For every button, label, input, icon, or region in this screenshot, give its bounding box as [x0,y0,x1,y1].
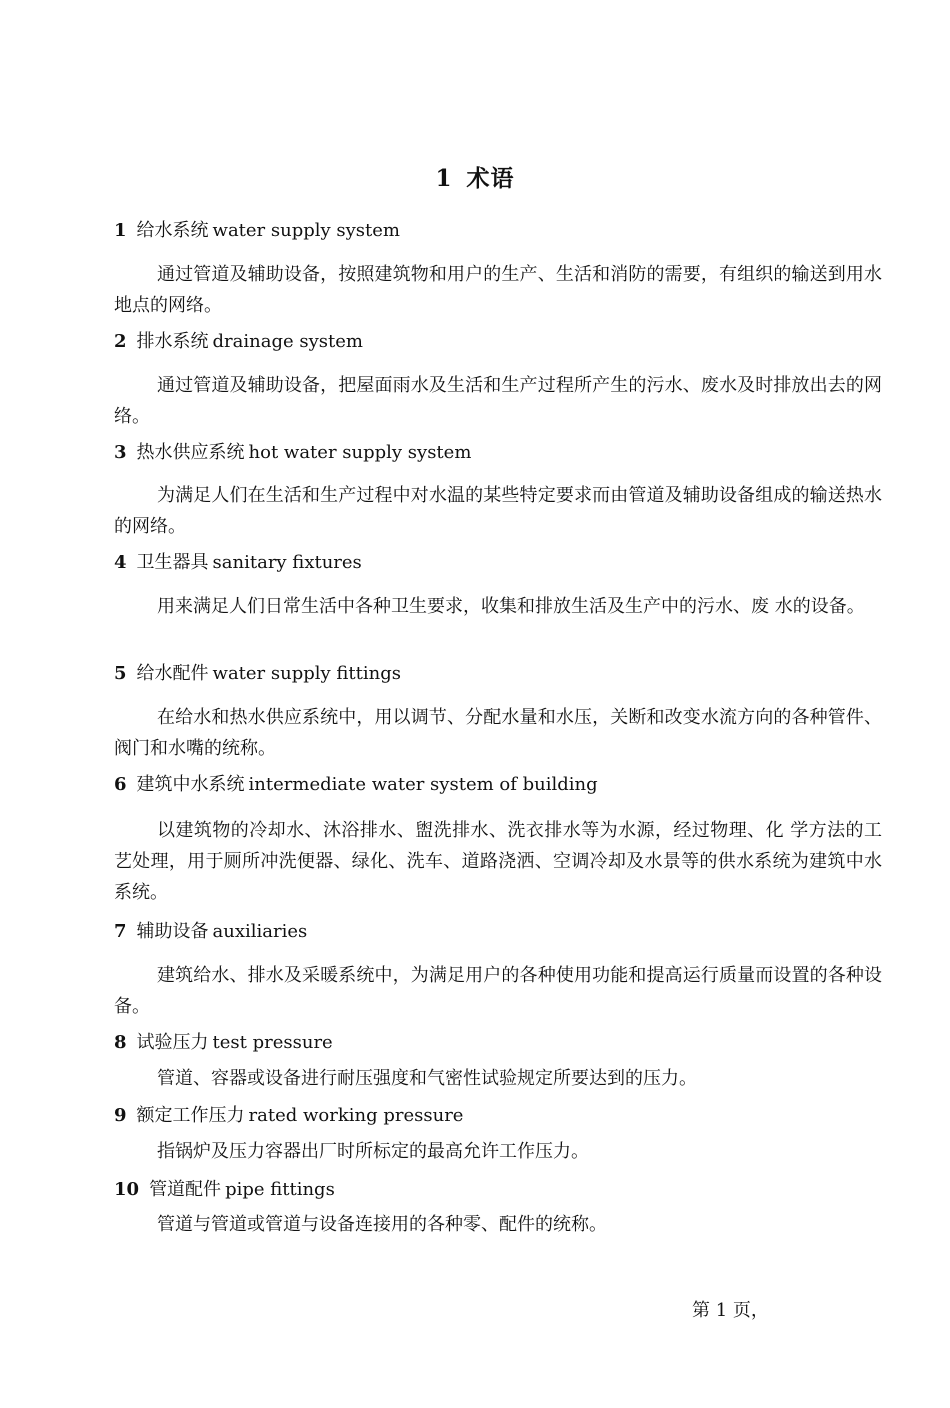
term-heading [114,329,363,355]
term-chinese: 排水系统 [136,331,209,352]
term-definition: 在给水和热水供应系统中，用以调节、分配水量和水压，关断和改变水流方向的各种管件、阀门和水嘴的统称。 [114,707,882,759]
term-english: rated working pressure [248,1105,464,1126]
term-number: 7 [114,921,127,942]
term-chinese: 给水配件 [136,663,209,684]
term-definition: 管道、容器或设备进行耐压强度和气密性试验规定所要达到的压力。 [157,1068,697,1089]
term-english: water supply fittings [212,663,401,684]
term-heading [114,772,598,798]
term-english: water supply system [212,220,401,241]
term-number: 10 [114,1179,140,1200]
term-definition: 管道与管道或管道与设备连接用的各种零、配件的统称。 [157,1214,607,1235]
term-chinese: 额定工作压力 [136,1105,245,1126]
term-chinese: 试验压力 [136,1032,209,1053]
term-heading [114,1177,335,1203]
section-title-text: 术语 [466,165,515,192]
term-number: 4 [114,552,127,573]
term-chinese: 给水系统 [136,220,209,241]
term-heading [114,218,400,244]
term-english: hot water supply system [248,442,472,463]
section-number: 1 [435,165,453,192]
term-chinese: 建筑中水系统 [136,774,245,795]
term-heading [114,1030,333,1056]
page-number: 第 1 页， [692,1300,769,1321]
term-definition: 建筑给水、排水及采暖系统中，为满足用户的各种使用功能和提高运行质量而设置的各种设备。 [114,965,882,1017]
section-title [0,160,950,193]
term-english: sanitary fixtures [212,552,362,573]
term-definition: 以建筑物的冷却水、沐浴排水、盥洗排水、洗衣排水等为水源，经过物理、化 学方法的工艺处理，用于厕所冲洗便器、绿化、洗车、道路浇洒、空调冷却及水景等的供水系统为建筑中水系统。 [114,820,882,903]
term-heading [114,661,401,687]
term-number: 3 [114,442,127,463]
term-number: 8 [114,1032,127,1053]
term-english: drainage system [212,331,363,352]
term-number: 5 [114,663,127,684]
term-definition: 通过管道及辅助设备，把屋面雨水及生活和生产过程所产生的污水、废水及时排放出去的网络。 [114,375,882,427]
term-english: test pressure [212,1032,333,1053]
term-heading [114,1103,463,1129]
term-number: 9 [114,1105,127,1126]
term-definition: 通过管道及辅助设备，按照建筑物和用户的生产、生活和消防的需要，有组织的输送到用水地点的网络。 [114,264,882,316]
term-definition: 用来满足人们日常生活中各种卫生要求，收集和排放生活及生产中的污水、废 水的设备。 [157,596,865,617]
term-heading [114,550,362,576]
term-chinese: 管道配件 [149,1179,222,1200]
term-english: intermediate water system of building [248,774,598,795]
term-heading [114,919,307,945]
term-heading [114,440,471,466]
term-english: auxiliaries [212,921,308,942]
term-chinese: 辅助设备 [136,921,209,942]
term-definition: 指锅炉及压力容器出厂时所标定的最高允许工作压力。 [157,1141,589,1162]
term-number: 6 [114,774,127,795]
term-definition: 为满足人们在生活和生产过程中对水温的某些特定要求而由管道及辅助设备组成的输送热水的网络。 [114,485,882,537]
term-chinese: 卫生器具 [136,552,209,573]
term-chinese: 热水供应系统 [136,442,245,463]
term-number: 2 [114,331,127,352]
term-number: 1 [114,220,127,241]
term-english: pipe fittings [225,1179,335,1200]
